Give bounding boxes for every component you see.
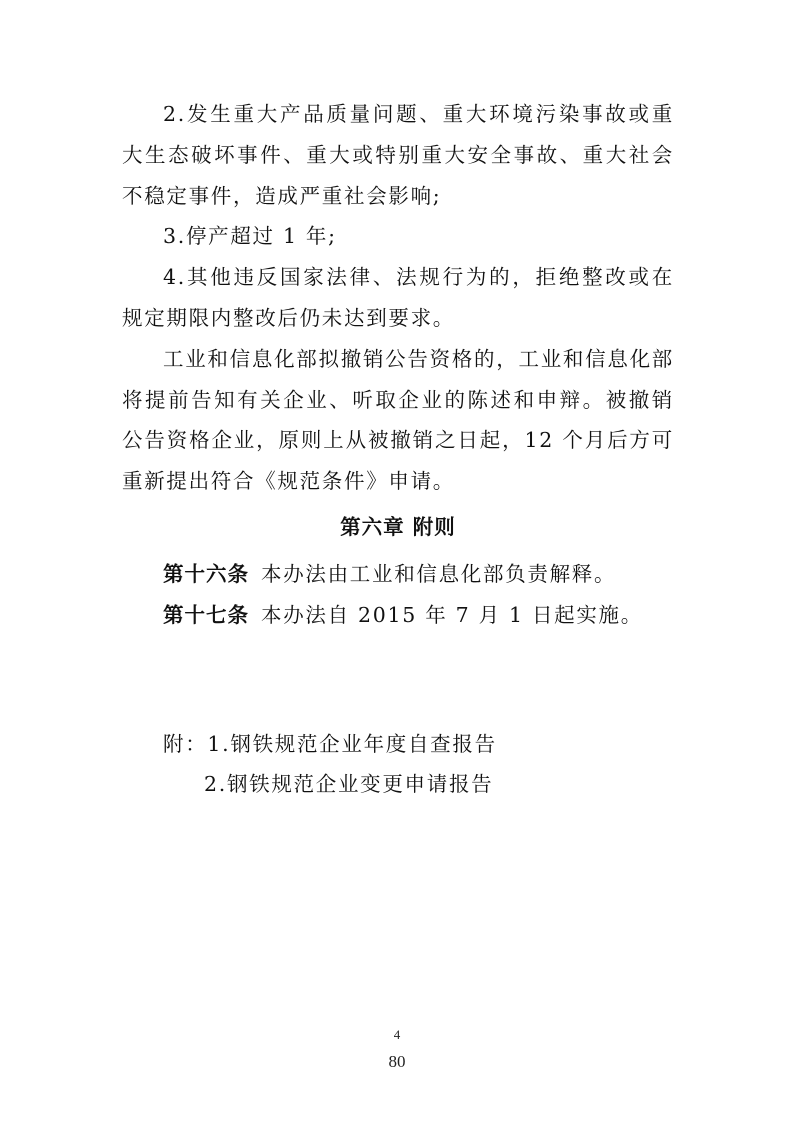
appendix-prefix: 附：: [163, 732, 208, 756]
article-16-text: 本办法由工业和信息化部负责解释。: [261, 562, 617, 586]
inner-page-number: 4: [393, 1027, 401, 1042]
body-text: [122, 94, 674, 502]
article-17-label: 第十七条: [163, 603, 249, 627]
article-17-text: 本办法自 2015 年 7 月 1 日起实施。: [261, 603, 643, 627]
article-17: [163, 595, 683, 635]
chapter-heading: 第六章 附则: [340, 515, 456, 539]
appendix: [163, 724, 497, 764]
article-16-label: 第十六条: [163, 562, 249, 586]
article-16: [163, 554, 683, 594]
appendix-item-1: 1.钢铁规范企业年度自查报告: [207, 732, 497, 756]
outer-page-number: 80: [388, 1052, 406, 1071]
paragraph-item-3: 3.停产超过 1 年;: [163, 224, 337, 249]
paragraph-item-4: 4.其他违反国家法律、法规行为的，拒绝整改或在规定期限内整改后仍未达到要求。: [122, 265, 674, 330]
appendix-item-2: 2.钢铁规范企业变更申请报告: [204, 772, 494, 796]
paragraph-revocation: 工业和信息化部拟撤销公告资格的，工业和信息化部将提前告知有关企业、听取企业的陈述和申辩。被撤销公告资格企业，原则上从被撤销之日起，12 个月后方可重新提出符合《规范条件》申请。: [122, 346, 674, 494]
paragraph-item-2: 2.发生重大产品质量问题、重大环境污染事故或重大生态破坏事件、重大或特别重大安全事故、重大社会不稳定事件，造成严重社会影响;: [122, 102, 674, 208]
